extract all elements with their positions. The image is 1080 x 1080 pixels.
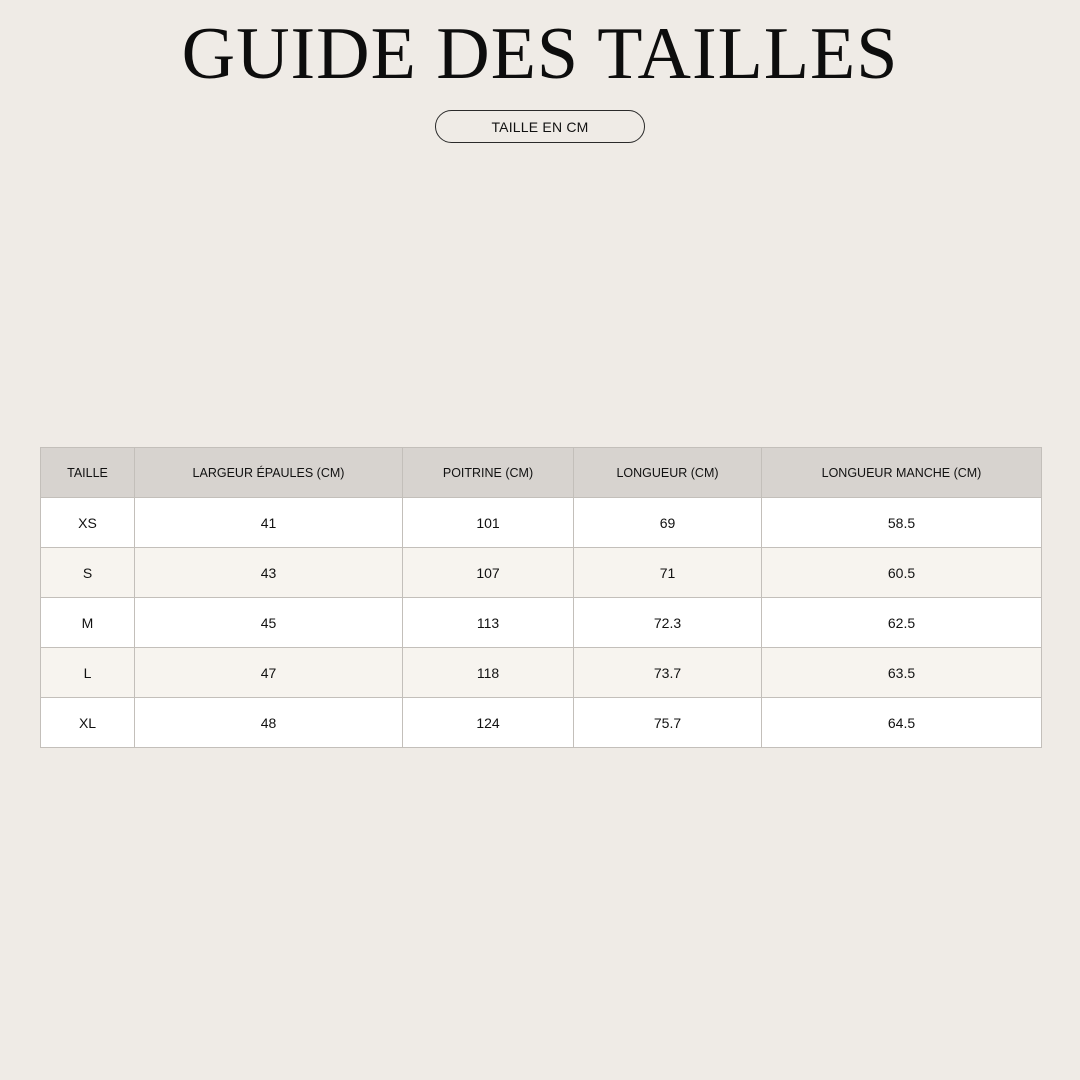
shoulder-cell: 43 bbox=[135, 548, 403, 598]
table-row bbox=[41, 498, 1042, 548]
sleeve-cell: 62.5 bbox=[762, 598, 1042, 648]
size-table-container bbox=[40, 447, 1041, 748]
page-title: GUIDE DES TAILLES bbox=[181, 13, 899, 95]
shoulder-cell: 47 bbox=[135, 648, 403, 698]
chest-cell: 107 bbox=[403, 548, 574, 598]
size-cell: S bbox=[41, 548, 135, 598]
shoulder-cell: 41 bbox=[135, 498, 403, 548]
shoulder-cell: 45 bbox=[135, 598, 403, 648]
header-longueur: LONGUEUR (CM) bbox=[574, 448, 762, 498]
table-row bbox=[41, 598, 1042, 648]
table-row bbox=[41, 698, 1042, 748]
length-cell: 71 bbox=[574, 548, 762, 598]
header-largeur-epaules: LARGEUR ÉPAULES (CM) bbox=[135, 448, 403, 498]
sleeve-cell: 60.5 bbox=[762, 548, 1042, 598]
sleeve-cell: 64.5 bbox=[762, 698, 1042, 748]
header-taille: TAILLE bbox=[41, 448, 135, 498]
length-cell: 73.7 bbox=[574, 648, 762, 698]
chest-cell: 113 bbox=[403, 598, 574, 648]
chest-cell: 101 bbox=[403, 498, 574, 548]
chest-cell: 118 bbox=[403, 648, 574, 698]
chest-cell: 124 bbox=[403, 698, 574, 748]
sleeve-cell: 58.5 bbox=[762, 498, 1042, 548]
size-cell: L bbox=[41, 648, 135, 698]
header-longueur-manche: LONGUEUR MANCHE (CM) bbox=[762, 448, 1042, 498]
size-cell: XL bbox=[41, 698, 135, 748]
table-header-row bbox=[41, 448, 1042, 498]
shoulder-cell: 48 bbox=[135, 698, 403, 748]
table-row bbox=[41, 648, 1042, 698]
header-poitrine: POITRINE (CM) bbox=[403, 448, 574, 498]
table-row bbox=[41, 548, 1042, 598]
length-cell: 75.7 bbox=[574, 698, 762, 748]
length-cell: 69 bbox=[574, 498, 762, 548]
unit-toggle-button[interactable]: TAILLE EN CM bbox=[435, 110, 645, 143]
size-table bbox=[40, 447, 1042, 748]
size-cell: XS bbox=[41, 498, 135, 548]
size-cell: M bbox=[41, 598, 135, 648]
length-cell: 72.3 bbox=[574, 598, 762, 648]
sleeve-cell: 63.5 bbox=[762, 648, 1042, 698]
